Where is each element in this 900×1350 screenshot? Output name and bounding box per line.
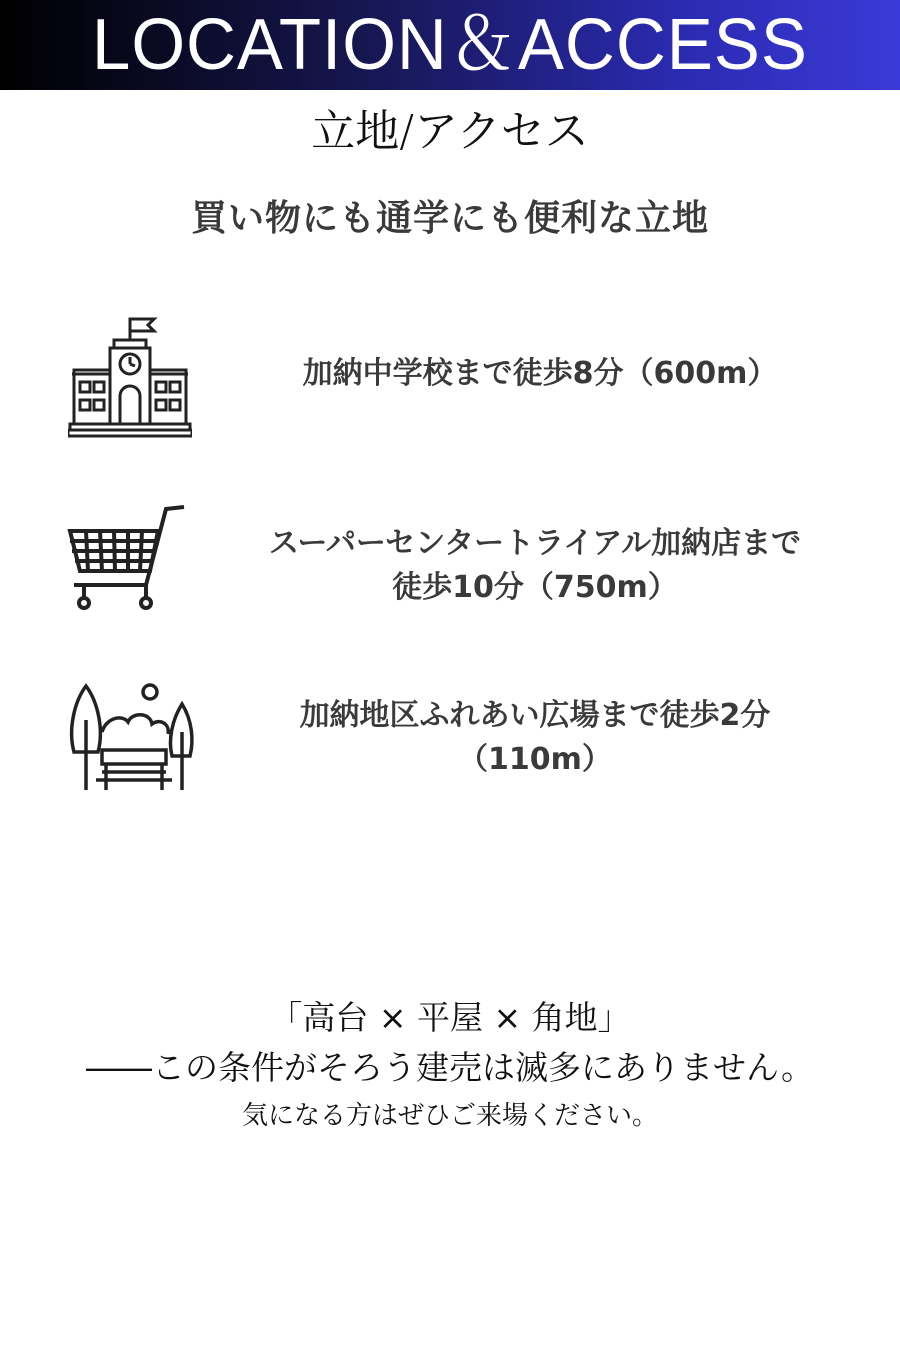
access-item-school bbox=[0, 310, 900, 440]
page-subtitle: 立地/アクセス bbox=[311, 106, 589, 157]
access-item-supermarket bbox=[0, 495, 900, 615]
shopping-cart-icon bbox=[66, 499, 190, 611]
header-title: LOCATION＆ACCESS bbox=[92, 5, 808, 85]
closing-line-3: 気になる方はぜひご来場ください。 bbox=[241, 1101, 658, 1131]
access-item-park bbox=[0, 680, 900, 800]
access-line: 加納中学校まで徒歩8分（600m） bbox=[302, 356, 778, 391]
access-text-school bbox=[220, 352, 860, 396]
closing-message bbox=[0, 993, 900, 1139]
header-banner bbox=[0, 0, 900, 90]
access-line: 徒歩10分（750m） bbox=[392, 570, 678, 605]
school-building-icon bbox=[68, 314, 192, 438]
park-bench-icon bbox=[66, 680, 198, 796]
access-text-park bbox=[230, 694, 840, 782]
tagline: 買い物にも通学にも便利な立地 bbox=[190, 198, 709, 239]
access-text-supermarket bbox=[190, 522, 880, 610]
access-line: （110m） bbox=[458, 742, 612, 777]
access-line: 加納地区ふれあい広場まで徒歩2分 bbox=[299, 698, 771, 733]
access-line: スーパーセンタートライアル加納店まで bbox=[268, 526, 802, 561]
closing-line-2: ――この条件がそろう建売は滅多にありません。 bbox=[86, 1048, 814, 1087]
closing-line-1: 「高台 × 平屋 × 角地」 bbox=[269, 998, 631, 1037]
